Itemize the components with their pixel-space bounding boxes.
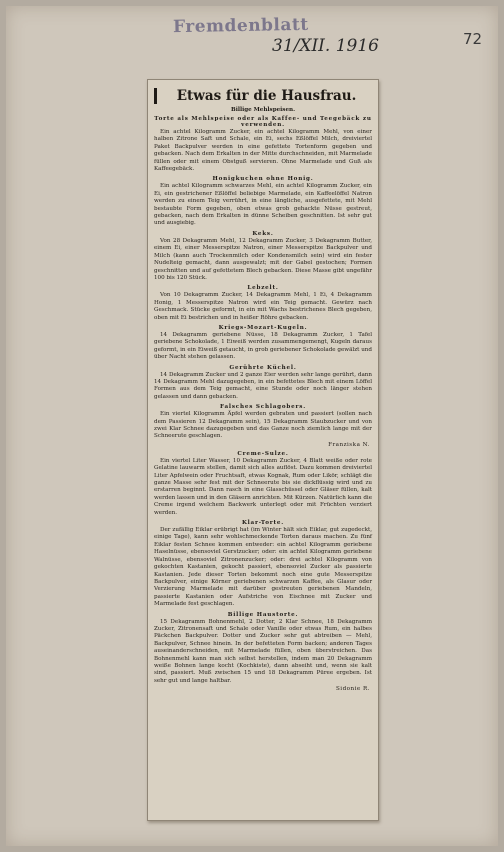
- recipe: [154, 176, 372, 227]
- recipe-title: Honigkuchen ohne Honig.: [212, 176, 314, 183]
- recipe-title: Keks.: [252, 230, 274, 237]
- recipe-title: Torte als Mehlspeise oder als Kaffee- und Teegebäck zu verwenden.: [154, 116, 372, 128]
- article-headline: Etwas für die Hausfrau.: [154, 88, 372, 104]
- recipe-title: Falsches Schlagobers.: [220, 404, 306, 411]
- recipe-title: Kriegs-Mozart-Kugeln.: [218, 324, 308, 331]
- article-subtitle: Billige Mehlspeisen.: [230, 107, 296, 113]
- recipe-body: Ein achtel Kilogramm Zucker, ein achtel Kilogramm Mehl, von einer halben Zitrone Saft und Schale, ein Ei, sechs Eßlöffel Milch, dreiviertel Paket Backpulver werden in eine gefettete Tortenform gegeben und gebacken. Nach dem Erkalten in der Mitte durchschneiden, mit Marmelade füllen oder mit einem Obstguß servieren. Ohne Marmelade und Guß als Kaffeegebäck.: [154, 129, 372, 173]
- newspaper-clipping: [147, 79, 379, 821]
- recipe-title: Billige Haustorte.: [227, 611, 299, 618]
- recipe: [154, 404, 372, 448]
- recipe-author: Sidonie R.: [335, 686, 370, 693]
- recipe: [154, 116, 372, 173]
- recipe-title: Klar-Torte.: [241, 520, 285, 527]
- recipe: [154, 451, 372, 517]
- recipe-body: 14 Dekagramm geriebene Nüsse, 18 Dekagramm Zucker, 1 Tafel geriebene Schokolade, 1 Eiweiß werden zusammengemengt, Kugeln daraus geformt, in ein Eiweiß getaucht, in grob geriebener Schokolade gewälzt und über Nacht stehen gelassen.: [154, 331, 372, 361]
- recipe: [154, 325, 372, 362]
- recipe: [154, 612, 372, 693]
- recipe-title: Lebzelt.: [247, 285, 279, 292]
- recipe-body: Ein viertel Liter Wasser, 10 Dekagramm Zucker, 4 Blatt weiße oder rote Gelatine lauwarm stellen, damit sich alles auflöst. Dazu kommen dreiviertel Liter Apfelwein oder Fruchtsaft, etwas Kognak, Rum oder Likör, schlägt die ganze Masse sehr fest mit der Schneerute bis sie dickflüssig wird und zu erstarren beginnt. Dann rasch in eine Glasschüssel oder Gläser füllen, kalt werden lassen und in den Gläsern anrichten. Mit Kürzen. Natürlich kann die Creme irgend welchem Backwerk unterlegt oder mit Früchten verziert werden.: [154, 457, 372, 516]
- recipe-body: Der zufällig Eiklar erübrigt hat (im Winter hält sich Eiklar, gut zugedeckt, einige Tage), kann sehr wohlschmeckende Torten daraus machen. Zu fünf Eiklar festen Schnee kommen entweder: ein achtel Kilogramm geriebene Haselnüsse, ebensoviel Gerstzucker; oder: ein achtel Kilogramm geriebene Walnüsse, ebensoviel Zitronenzucker; oder: drei achtel Kilogramm von gekochten Kastanien, gekocht passiert, ebensoviel Zucker als passierte Kastanien. Jede dieser Torten bekommt noch eine gute Messerspitze Backpulver, einige Körner geriebenen schwarzen Kaffee, als Glasur oder Verzierung Marmelade mit darüber gestreuten geriebenen Mandeln, passierte Kastanien oder Aufstriche von Eischnee mit Zucker und Marmelade fest geschlagen.: [154, 527, 372, 608]
- recipe: [154, 365, 372, 402]
- recipe-body: Von 28 Dekagramm Mehl, 12 Dekagramm Zucker, 3 Dekagramm Butter, einem Ei, einer Messerspitze Natron, einer Messerspitze Backpulver und Milch (kann auch Trockenmilch oder Kondensmilch sein) wird ein fester Nudelteig gemacht, dann ausgewalzt; mit der Gabel gestochen; Formen geschnitten und auf gefettetem Blech gebacken. Diese Masse gibt ungefähr 100 bis 120 Stück.: [154, 237, 372, 281]
- newspaper-stamp: Fremdenblatt: [172, 14, 309, 38]
- recipe: [154, 520, 372, 608]
- recipe-body: Von 10 Dekagramm Zucker, 14 Dekagramm Mehl, 1 Ei, 4 Dekagramm Honig, 1 Messerspitze Natron wird ein Teig gemacht. Gewürz nach Geschmack. Stücke geformt, in ein mit Wachs bestrichenes Blech gegeben, oben mit Ei bestrichen und in heißer Röhre gebacken.: [154, 292, 372, 321]
- recipe: [154, 231, 372, 282]
- page-number: 72: [463, 30, 483, 48]
- recipe-body: 15 Dekagramm Bohnenmehl, 2 Dotter, 2 Klar Schnee, 18 Dekagramm Zucker, Zitronensaft und Schale oder Vanille oder etwas Rum, ein halbes Päckchen Backpulver. Dotter und Zucker sehr gut abtreiben — Mehl, Backpulver, Schnee hinein. In der befetteten Form backen; anderen Tages auseinanderschneiden, mit Marmelade füllen, oben überstreichen. Das Bohnenmehl kann man sich selbst herstellen, indem man 20 Dekagramm weiße Bohnen lange kocht (Kochkiste), dann abseiht und, wenn sie kalt sind, passiert. Muß zwischen 15 und 18 Dekagramm Püree ergeben. Ist sehr gut und lange haltbar.: [154, 618, 372, 684]
- handwritten-date: 31/XII. 1916: [272, 36, 379, 56]
- recipe-body: Ein achtel Kilogramm schwarzes Mehl, ein achtel Kilogramm Zucker, ein Ei, ein gestrichener Eßlöffel beliebige Marmelade, ein Kaffeelöffel Natron werden zu einem Teig verrührt, in eine längliche, ausgefettete, mit Mehl bestaubte Form gegeben, oben etwas grob gehackte Nüsse gestreut, gebacken, nach dem Erkalten in dünne Scheiben geschnitten. Ist sehr gut und ausgiebig.: [154, 183, 372, 227]
- recipe-body: 14 Dekagramm Zucker und 2 ganze Eier werden sehr lange gerührt, dann 14 Dekagramm Mehl dazugegeben, in ein befettetes Blech mit einem Löffel Formen aus dem Teig gemacht, eine Stunde oder noch länger stehen gelassen und dann gebacken.: [154, 371, 372, 400]
- archive-sheet: [6, 6, 498, 846]
- recipe-title: Creme-Sulze.: [237, 450, 289, 457]
- recipe: [154, 285, 372, 322]
- recipe-body: Ein viertel Kilogramm Äpfel werden gebraten und passiert (sollen nach dem Passieren 12 Dekagramm sein), 15 Dekagramm Staubzucker und von zwei Klar Schnee dazugegeben und das Ganze noch ziemlich lange mit der Schneerute geschlagen.: [154, 411, 372, 440]
- recipe-title: Gerührte Küchel.: [229, 364, 297, 371]
- recipe-author: Franziska N.: [328, 441, 370, 448]
